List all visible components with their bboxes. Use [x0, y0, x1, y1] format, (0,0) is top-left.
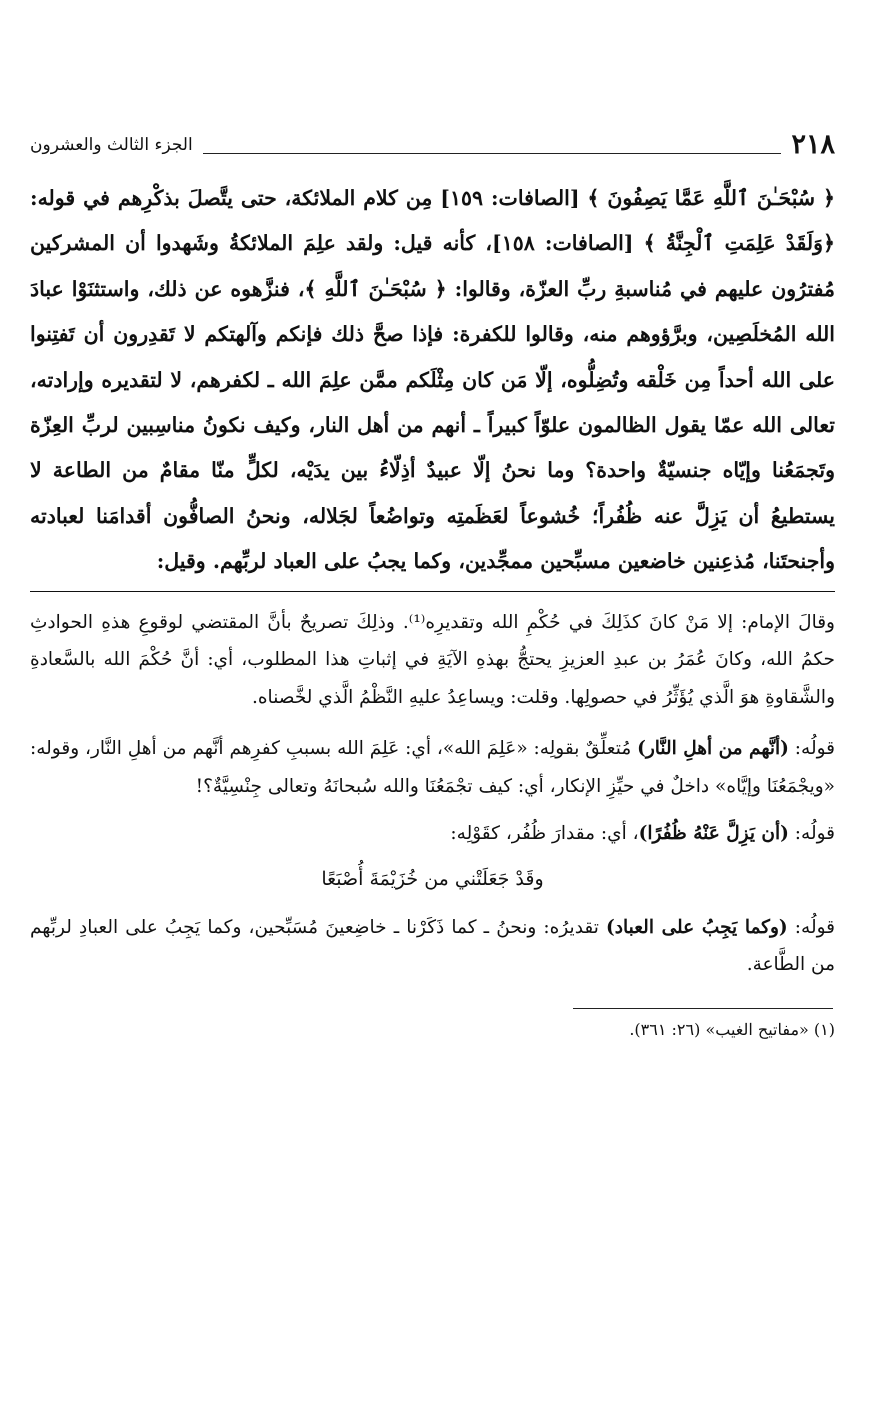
- quoted-phrase: (أنَّهم من أهلِ النَّار): [637, 738, 789, 760]
- comment-intro: قولُه:: [788, 738, 835, 760]
- comment-intro: قولُه:: [787, 916, 835, 938]
- footnote: (١) «مفاتيح الغيب» (٢٦: ٣٦١).: [629, 1019, 835, 1039]
- quoted-phrase: (أن يَزِلَّ عَنْهُ ظُفُرًا): [638, 823, 789, 845]
- book-page: [30, 128, 835, 1043]
- footnote-divider: [573, 1008, 833, 1009]
- page-number: ٢١٨: [791, 129, 835, 160]
- header-rule: [203, 153, 782, 154]
- section-divider: [30, 591, 835, 592]
- comment-intro: قولُه:: [788, 823, 835, 845]
- commentary-paragraph-2: [30, 730, 835, 805]
- page-header: [30, 128, 835, 162]
- comment-body: تقديرُه: ونحنُ ـ كما ذَكَرْنا ـ خاضِعينَ مُسَبِّحين، وكما يَجِبُ على العبادِ لربِّهم من الطَّاعة.: [30, 916, 835, 976]
- commentary-paragraph-4: [30, 909, 835, 984]
- main-text: ﴿ سُبْحَـٰنَ ٱللَّهِ عَمَّا يَصِفُونَ ﴾ [الصافات: ١٥٩] مِن كلام الملائكة، حتى يتَّصلَ بذكْرِهم في قوله: ﴿وَلَقَدْ عَلِمَتِ ٱلْجِنَّةُ ﴾ [الصافات: ١٥٨]، كأنه قيل: ولقد علِمَ الملائكةُ وشَهدوا أن المشركين مُفترُون عليهم في مُناسبةِ ربِّ العزّة، وقالوا: ﴿ سُبْحَـٰنَ ٱللَّهِ ﴾، فنزَّهوه عن ذلك، واستثنَوْا عبادَ الله المُخلَصِين، وبرَّؤوهم منه، وقالوا للكفرة: فإذا صحَّ ذلك فإنكم وآلهتكم لا تَقدِرون أن تَفتِنوا على الله أحداً مِن خَلْقه وتُضِلُّوه، إلّا مَن كان مِثْلَكم ممَّن علِمَ الله ـ لكفرهم، لا لتقديره وإرادته، تعالى الله عمّا يقول الظالمون علوّاً كبيراً ـ أنهم من أهل النار، وكيف نكونُ مناسِبين لربِّ العِزّة وتَجمَعُنا وإيّاه جنسيّةٌ واحدة؟ وما نحنُ إلّا عبيدٌ أذِلّاءُ بين يدَيْه، لكلٍّ منّا مقامٌ من الطاعة لا يستطيعُ أن يَزِلَّ عنه ظُفُراً؛ خُشوعاً لعَظَمتِه وتواضُعاً لجَلاله، ونحنُ الصافُّون أقدامَنا لعبادته وأجنحتَنا، مُذعِنين خاضعين مسبِّحين ممجِّدين، وكما يجبُ على العباد لربِّهم. وقيل:: [30, 186, 835, 574]
- poetry-verse: وقَدْ جَعَلَتْني من خُزَيْمَةَ أُصْبَعًا: [321, 867, 544, 890]
- comment-body: ، أي: مقدارَ ظُفُر، كقَوْلِه:: [450, 823, 639, 845]
- commentary-paragraph-3: [30, 815, 835, 853]
- commentary-paragraph-1: وقالَ الإمام: إلا مَنْ كانَ كذَلِكَ في حُكْمِ الله وتقديرِه⁽¹⁾. وذلِكَ تصريحٌ بأنَّ المقتضي لوقوعِ هذهِ الحوادثِ حكمُ الله، وكانَ عُمَرُ بن عبدِ العزيزِ يحتجُّ بهذهِ الآيَةِ في إثباتِ هذا المطلوب، أي: أنَّ حُكْمَ الله بالسَّعادةِ والشَّقاوةِ هوَ الَّذي يُؤَثِّرُ في حصولِها. وقلت: ويساعِدُ عليهِ النَّظْمُ الَّذي لخَّصناه.: [30, 611, 835, 708]
- part-title: الجزء الثالث والعشرون: [30, 135, 193, 155]
- quoted-phrase: (وكما يَجِبُ على العباد): [606, 916, 788, 938]
- comment-body: مُتعلِّقٌ بقولِه: «عَلِمَ الله»، أي: عَلِمَ الله بسببِ كفرِهم أنَّهم من أهلِ النَّار، وقوله: «ويجْمَعُنَا وإيَّاه» داخلٌ في حيِّزِ الإنكار، أي: كيف تجْمَعُنَا والله سُبحانَهُ وتعالى جِنْسِيَّةٌ؟!: [30, 738, 835, 797]
